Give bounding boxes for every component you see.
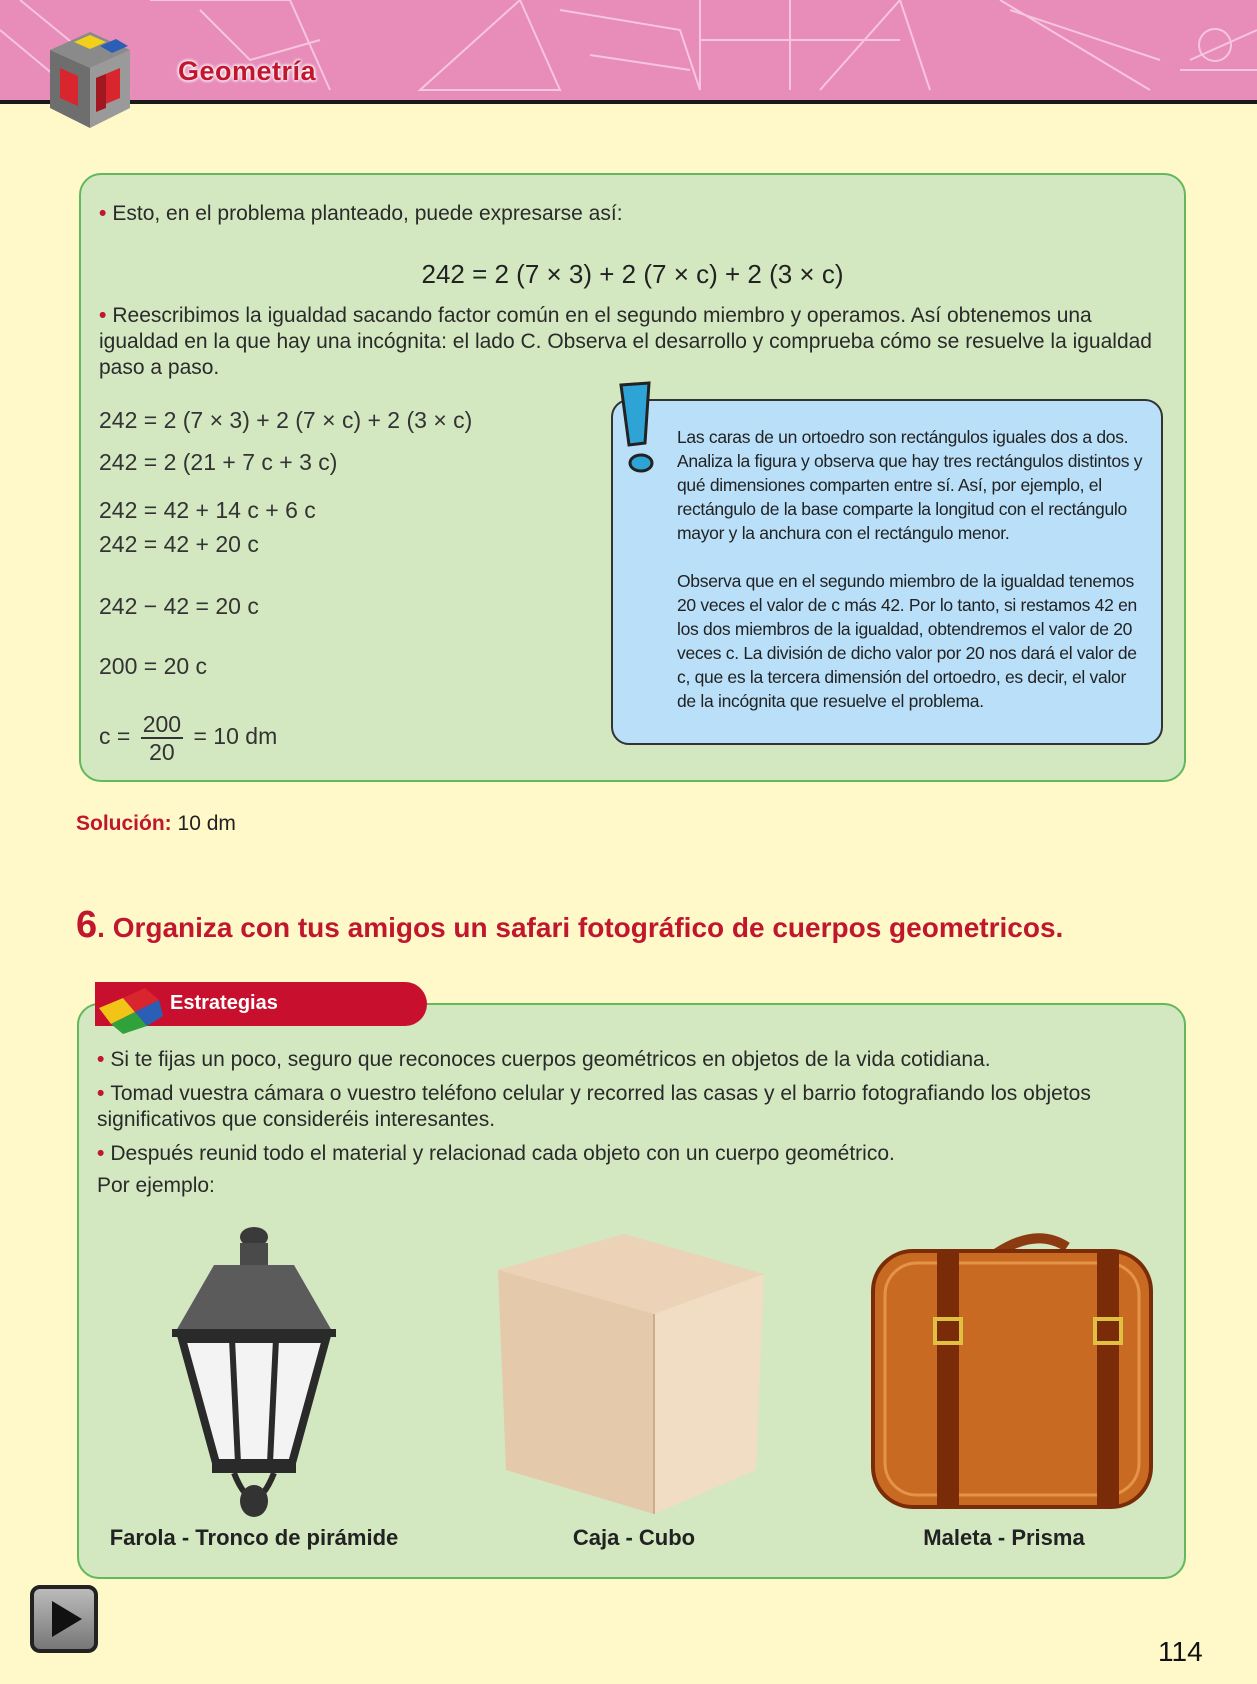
puzzle-icon — [95, 978, 165, 1036]
street-lamp-image — [154, 1223, 354, 1523]
main-formula: 242 = 2 (7 × 3) + 2 (7 × c) + 2 (3 × c) — [421, 259, 844, 289]
cardboard-box-image — [494, 1230, 774, 1520]
caption-lamp: Farola - Tronco de pirámide — [109, 1525, 399, 1550]
example-label: Por ejemplo: — [97, 1174, 215, 1197]
strategy-bullet: • Tomad vuestra cámara o vuestro teléfono celular y recorred las casas y el barrio fotografiando los objetos significativos que consideréis interesantes. — [97, 1082, 1091, 1131]
solution-steps-box — [79, 173, 1186, 782]
bullet-icon: • — [99, 304, 107, 327]
equation-step: 242 = 42 + 14 c + 6 c — [99, 497, 316, 523]
strategy-bullet: • Después reunid todo el material y relacionad cada objeto con un cuerpo geométrico. — [97, 1142, 895, 1165]
play-icon — [34, 1589, 94, 1649]
note-text: Las caras de un ortoedro son rectángulos iguales dos a dos. Analiza la figura y observa que hay tres rectángulos distintos y qué dimensiones comparten entre sí. Así, por ejemplo, el rectángulo de la base comparte la longitud con el rectángulo mayor y la anchura con el rectángulo menor. Observa que en el segundo miembro de la igualdad tenemos 20 veces el valor de c más 42. Por lo tanto, si restamos 42 en los dos miembros de la igualdad, obtendremos el valor de 20 veces c. La división de dicho valor por 20 nos dará el valor de c, que es la tercera dimensión del ortoedro, es decir, el valor de la incógnita que resuelve el problema. — [677, 427, 1143, 711]
hint-note — [611, 399, 1163, 745]
question-6-title: 6. Organiza con tus amigos un safari fotográfico de cuerpos geometricos. — [76, 904, 1064, 946]
bullet-icon: • — [97, 1142, 105, 1165]
equation-step: 242 = 2 (21 + 7 c + 3 c) — [99, 449, 338, 475]
cube-logo-icon — [40, 28, 140, 130]
strategies-label: Estrategias — [170, 992, 278, 1014]
bullet-icon: • — [99, 202, 107, 225]
page-number: 114 — [1158, 1636, 1203, 1667]
section-title: Geometría — [178, 56, 317, 86]
equation-step: 242 = 42 + 20 c — [99, 531, 259, 557]
caption-box: Caja - Cubo — [572, 1525, 696, 1550]
intro-text: • Esto, en el problema planteado, puede expresarse así: — [99, 202, 623, 225]
strategy-bullet: • Si te fijas un poco, seguro que reconoces cuerpos geométricos en objetos de la vida cotidiana. — [97, 1048, 991, 1071]
strategies-box — [77, 1003, 1186, 1579]
equation-step: 242 = 2 (7 × 3) + 2 (7 × c) + 2 (3 × c) — [99, 407, 473, 433]
equation-step: 200 = 20 c — [99, 653, 208, 679]
fraction: $\frac{200}{20}$ — [142, 711, 182, 765]
rewrite-text: • Reescribimos la igualdad sacando factor común en el segundo miembro y operamos. Así obtenemos una igualdad en la que hay una incógnita: el lado C. Observa el desarrollo y comprueba cómo se resuelve la igualdad paso a paso. — [99, 304, 1152, 379]
bullet-icon: • — [97, 1082, 105, 1105]
final-equation: c = $\frac{200}{20}$ = 10 dm — [99, 711, 278, 765]
solution-line: Solución: 10 dm — [76, 812, 236, 835]
play-button[interactable] — [30, 1585, 98, 1653]
header-rule — [0, 100, 1257, 104]
suitcase-image — [867, 1227, 1157, 1517]
caption-suitcase: Maleta - Prisma — [923, 1525, 1085, 1550]
equation-step: 242 − 42 = 20 c — [99, 593, 259, 619]
exclamation-icon — [611, 381, 659, 477]
bullet-icon: • — [97, 1048, 105, 1071]
